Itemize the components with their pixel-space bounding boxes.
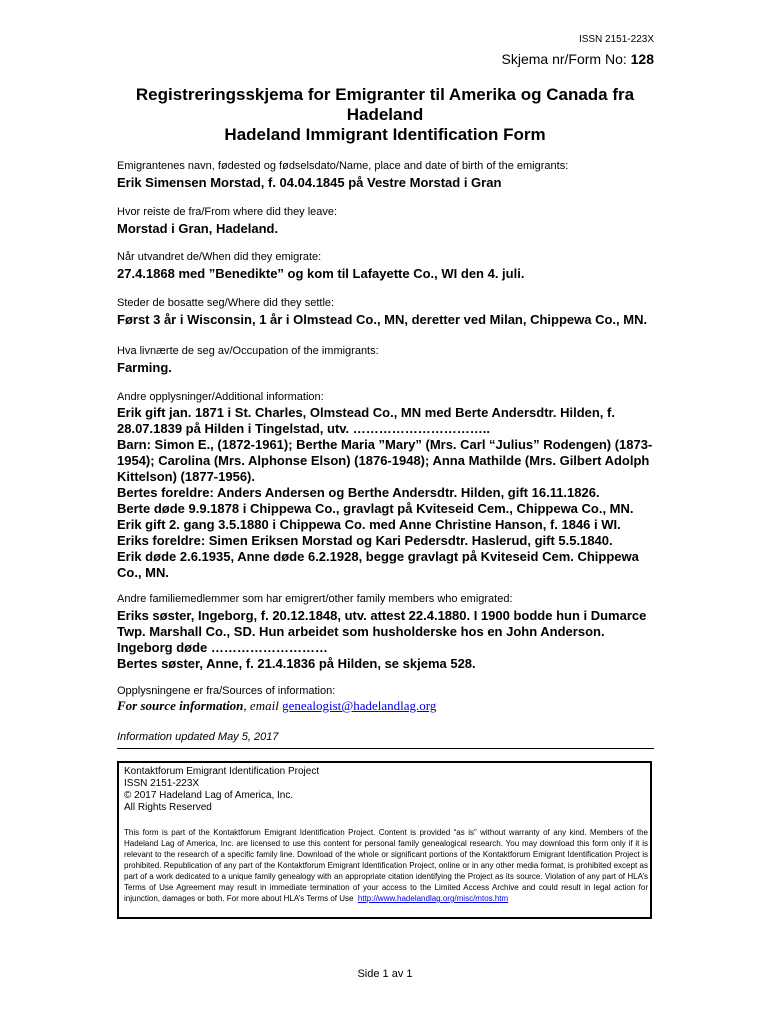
- leave-label: Hvor reiste de fra/From where did they leave:: [117, 206, 338, 218]
- family-info: [117, 608, 657, 672]
- divider: [117, 748, 654, 749]
- updated-note: Information updated May 5, 2017: [117, 731, 279, 743]
- emigrate-label: Når utvandret de/When did they emigrate:: [117, 251, 322, 263]
- copyright-line: © 2017 Hadeland Lag of America, Inc.: [124, 790, 294, 801]
- family-line: Bertes søster, Anne, f. 21.4.1836 på Hilden, se skjema 528.: [117, 656, 476, 671]
- sources-value: [117, 698, 436, 714]
- form-number: [502, 51, 655, 67]
- title-line-3: Hadeland Immigrant Identification Form: [224, 125, 546, 144]
- emigrate-value: 27.4.1868 med ”Benedikte” og kom til Lafayette Co., WI den 4. juli.: [117, 266, 525, 281]
- settle-label: Steder de bosatte seg/Where did they settle:: [117, 297, 335, 309]
- sources-email-link[interactable]: genealogist@hadelandlag.org: [282, 698, 437, 713]
- additional-line: Erik gift 2. gang 3.5.1880 i Chippewa Co. med Anne Christine Hanson, f. 1846 i WI.: [117, 517, 621, 532]
- additional-info: [117, 405, 657, 581]
- title-line-1: Registreringsskjema for Emigranter til Amerika og Canada fra: [135, 85, 635, 104]
- occupation-label: Hva livnærte de seg av/Occupation of the immigrants:: [117, 345, 379, 357]
- box-issn: ISSN 2151-223X: [124, 778, 200, 789]
- project-name: Kontaktforum Emigrant Identification Project: [124, 766, 320, 777]
- terms-link[interactable]: http://www.hadelandlag.org/misc/mtos.htm: [357, 894, 509, 903]
- additional-line: Eriks foreldre: Simen Eriksen Morstad og Kari Pedersdtr. Haslerud, gift 5.5.1840.: [117, 533, 613, 548]
- occupation-value: Farming.: [117, 360, 172, 375]
- sources-label: Opplysningene er fra/Sources of information:: [117, 685, 336, 697]
- leave-value: Morstad i Gran, Hadeland.: [117, 221, 279, 236]
- additional-line: Berte døde 9.9.1878 i Chippewa Co., gravlagt på Kviteseid Cem., Chippewa Co., MN.: [117, 501, 634, 516]
- additional-line: Bertes foreldre: Anders Andersen og Berthe Andersdtr. Hilden, gift 16.11.1826.: [117, 485, 600, 500]
- additional-line: Erik gift jan. 1871 i St. Charles, Olmstead Co., MN med Berte Andersdtr. Hilden, f. 28.07.1839 på Hilden i Tingelstad, utv. …………………………..: [117, 405, 615, 436]
- additional-label: Andre opplysninger/Additional information:: [117, 391, 324, 403]
- rights-line: All Rights Reserved: [124, 802, 212, 813]
- family-line: Ingeborg døde ………………………: [117, 640, 328, 655]
- sources-middle: , email: [243, 698, 279, 713]
- additional-line: Erik døde 2.6.1935, Anne døde 6.2.1928, begge gravlagt på Kviteseid Cem. Chippewa Co., MN.: [117, 549, 639, 580]
- settle-value: Først 3 år i Wisconsin, 1 år i Olmstead Co., MN, deretter ved Milan, Chippewa Co., MN.: [117, 312, 648, 327]
- family-line: Eriks søster, Ingeborg, f. 20.12.1848, utv. attest 22.4.1880. I 1900 bodde hun i Dumarce Twp. Marshall Co., SD. Hun arbeidet som husholderske hos en John Anderson.: [117, 608, 647, 639]
- copyright-box-header: [124, 766, 319, 814]
- names-value: Erik Simensen Morstad, f. 04.04.1845 på Vestre Morstad i Gran: [117, 175, 502, 190]
- additional-line: Barn: Simon E., (1872-1961); Berthe Maria ”Mary” (Mrs. Carl “Julius” Rodengen) (1873-1954); Carolina (Mrs. Alphonse Elson) (1876-1948); Anna Mathilde (Mrs. Gilbert Adolph Kittelson) (1877-1956).: [117, 437, 653, 484]
- sources-prefix: For source information: [117, 698, 244, 713]
- copyright-box: [117, 761, 652, 919]
- names-label: Emigrantenes navn, fødested og fødselsdato/Name, place and date of birth of the emigrants:: [117, 160, 569, 172]
- family-label: Andre familiemedlemmer som har emigrert/other family members who emigrated:: [117, 593, 513, 605]
- page-number: Side 1 av 1: [357, 968, 413, 980]
- page-title: [100, 85, 670, 145]
- issn-header: ISSN 2151-223X: [578, 34, 654, 45]
- form-number-value: 128: [630, 51, 654, 67]
- legal-body: This form is part of the Kontaktforum Emigrant Identification Project. Content is provided “as is” without warranty of any kind. Members of the Hadeland Lag of America, Inc. are licensed to use this content for personal family genealogical research. You may download this form only if it is relevant to the research of a specific family line. Download of the whole or significant portions of the Kontaktforum Emigrant Identification Project is prohibited. Republication of any part of the Kontaktforum Emigrant Identification Project, online or in any other media format, is prohibited except as part of a work dedicated to a unique family genealogy with an appropriate citation identifying the Project as its source. Violation of any part of HLA’s Terms of Use Agreement may result in immediate termination of your access to the Limited Access Archive and could result in legal action for injunction, damages or both. For more about HLA’s Terms of Use: [124, 828, 648, 903]
- form-number-label: Skjema nr/Form No:: [501, 51, 627, 67]
- legal-text: [124, 827, 648, 904]
- title-line-2: Hadeland: [346, 105, 424, 124]
